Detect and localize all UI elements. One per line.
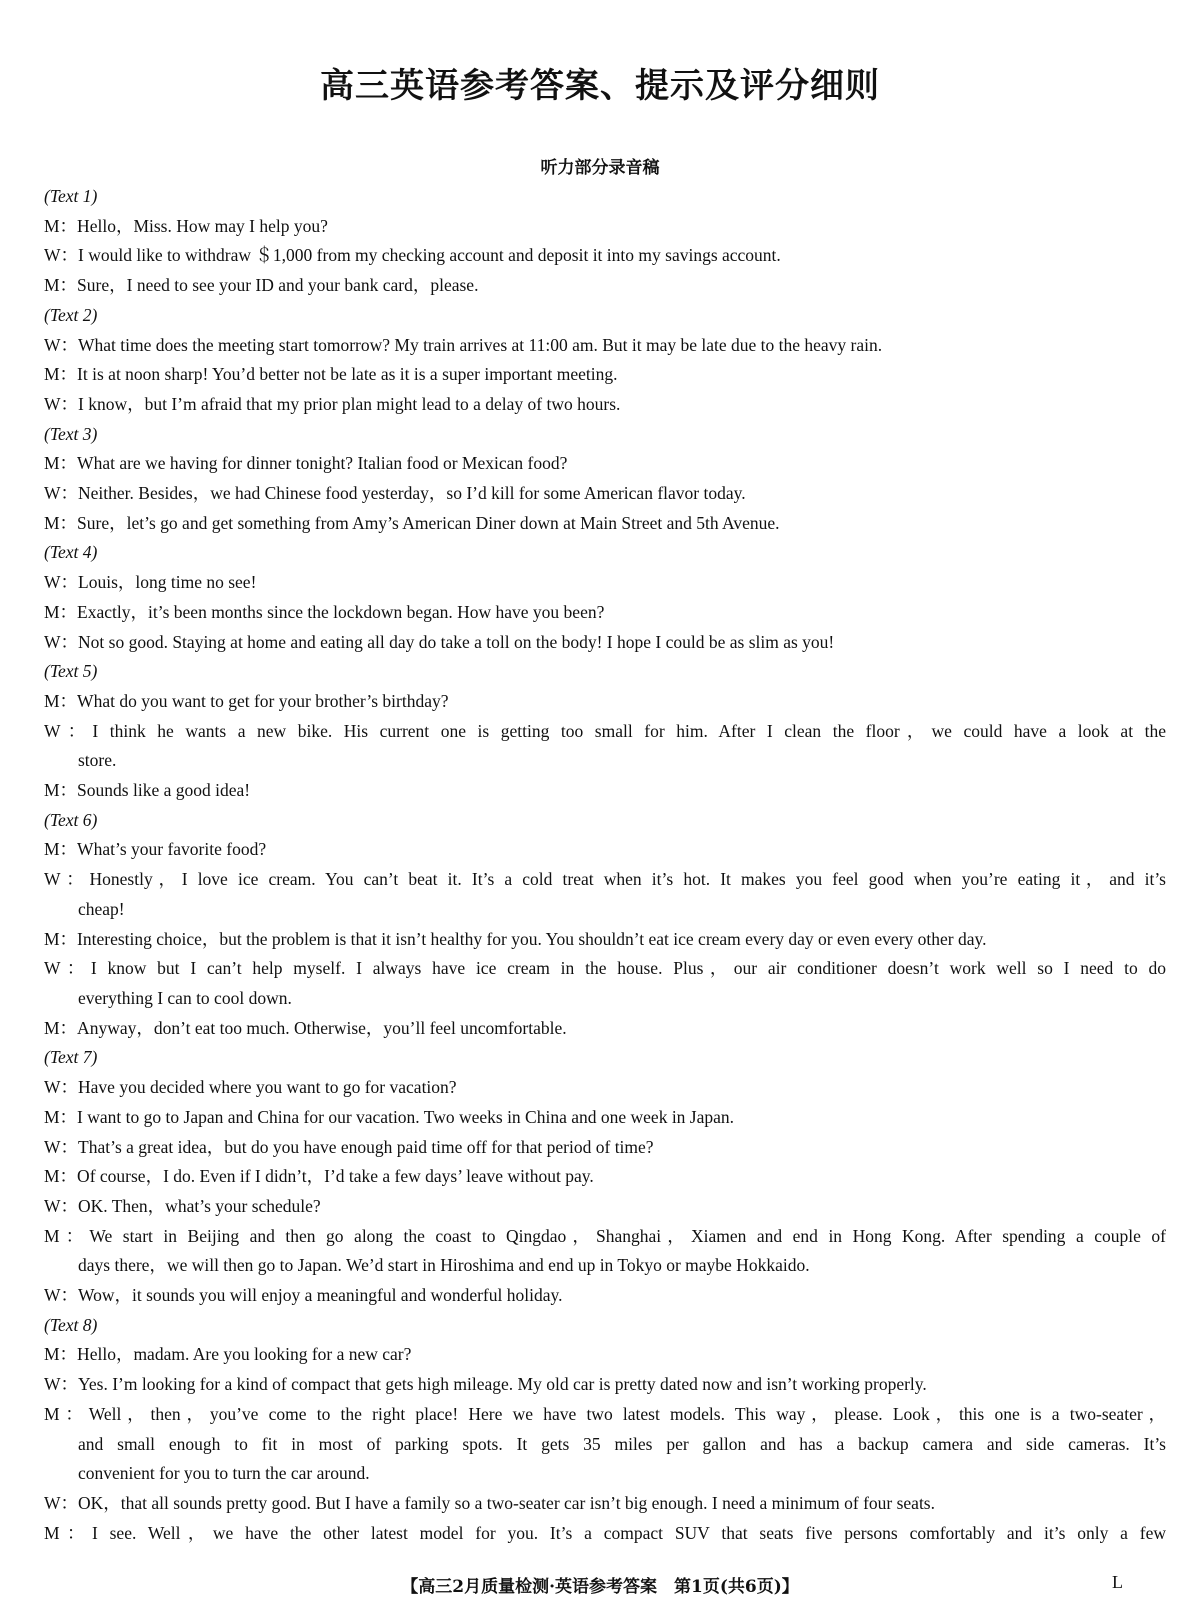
dialogue-line: M：Sure，let’s go and get something from Amy’s American Diner down at Main Street and 5th Avenue.: [44, 512, 780, 533]
dialogue-line: W：That’s a great idea，but do you have enough paid time off for that period of time?: [44, 1136, 654, 1157]
dialogue-line: W：Have you decided where you want to go for vacation?: [44, 1077, 457, 1098]
dialogue-line-continuation: days there，we will then go to Japan. We’d start in Hiroshima and end up in Tokyo or maybe Hokkaido.: [78, 1255, 810, 1276]
dialogue-line: W：Louis，long time no see!: [44, 572, 257, 593]
dialogue-line: W：What time does the meeting start tomorrow? My train arrives at 11:00 am. But it may be late due to the heavy rain.: [44, 334, 883, 355]
dialogue-line: W：I know，but I’m afraid that my prior plan might lead to a delay of two hours.: [44, 393, 621, 414]
dialogue-line: M：What do you want to get for your brother’s birthday?: [44, 690, 449, 711]
dialogue-line: M：Hello，madam. Are you looking for a new car?: [44, 1344, 412, 1365]
dialogue-line-continuation: everything I can to cool down.: [78, 987, 292, 1008]
text-label: (Text 4): [44, 542, 98, 563]
dialogue-line: M：Hello，Miss. How may I help you?: [44, 215, 328, 236]
dialogue-line-continuation: cheap!: [78, 898, 125, 919]
dialogue-line: W：OK. Then，what’s your schedule?: [44, 1195, 321, 1216]
text-label: (Text 6): [44, 809, 98, 830]
dialogue-line: W：I would like to withdraw ＄1,000 from my checking account and deposit it into my savings account.: [44, 245, 781, 266]
dialogue-line: W：OK，that all sounds pretty good. But I have a family so a two-seater car isn’t big enough. I need a minimum of four seats.: [44, 1492, 935, 1513]
dialogue-line-continuation: convenient for you to turn the car around.: [78, 1463, 370, 1484]
text-label: (Text 7): [44, 1047, 98, 1068]
dialogue-line: M：Well，then，you’ve come to the right place! Here we have two latest models. This way，please. Look，this one is a two-seater，: [44, 1403, 1166, 1424]
dialogue-line: W：Honestly，I love ice cream. You can’t beat it. It’s a cold treat when it’s hot. It makes you feel good when you’re eating it，and it’s: [44, 869, 1166, 890]
dialogue-line: M：Anyway，don’t eat too much. Otherwise，you’ll feel uncomfortable.: [44, 1017, 567, 1038]
dialogue-line: M：Of course，I do. Even if I didn’t，I’d take a few days’ leave without pay.: [44, 1166, 594, 1187]
dialogue-line: M：It is at noon sharp! You’d better not be late as it is a super important meeting.: [44, 364, 618, 385]
footer-mark: L: [1112, 1572, 1123, 1592]
page-title: 高三英语参考答案、提示及评分细则: [320, 66, 880, 106]
dialogue-line-continuation: store.: [78, 750, 117, 771]
dialogue-line: M：What are we having for dinner tonight? Italian food or Mexican food?: [44, 453, 568, 474]
dialogue-line: M：Exactly，it’s been months since the lockdown began. How have you been?: [44, 601, 605, 622]
text-label: (Text 1): [44, 186, 98, 206]
dialogue-line: W：Yes. I’m looking for a kind of compact that gets high mileage. My old car is pretty dated now and isn’t working properly.: [44, 1374, 927, 1395]
dialogue-line: W：I know but I can’t help myself. I always have ice cream in the house. Plus，our air conditioner doesn’t work well so I need to do: [44, 958, 1166, 979]
dialogue-line: M：Interesting choice，but the problem is that it isn’t healthy for you. You shouldn’t eat ice cream every day or even every other day.: [44, 928, 987, 949]
text-label: (Text 5): [44, 661, 98, 682]
dialogue-line: W：Not so good. Staying at home and eating all day do take a toll on the body! I hope I could be as slim as you!: [44, 631, 835, 652]
section-title: 听力部分录音稿: [540, 158, 660, 178]
dialogue-line: W：Wow，it sounds you will enjoy a meaningful and wonderful holiday.: [44, 1285, 563, 1306]
dialogue-line: M：What’s your favorite food?: [44, 839, 267, 860]
dialogue-line: M：We start in Beijing and then go along the coast to Qingdao，Shanghai，Xiamen and end in Hong Kong. After spending a couple of: [44, 1225, 1166, 1246]
dialogue-line-continuation: and small enough to fit in most of parking spots. It gets 35 miles per gallon and has a backup camera and side cameras. It’s: [78, 1433, 1166, 1454]
page-footer: 【高三2月质量检测·英语参考答案 第1页(共6页)】: [401, 1577, 799, 1597]
dialogue-line: W：Neither. Besides，we had Chinese food yesterday，so I’d kill for some American flavor today.: [44, 483, 746, 504]
text-label: (Text 8): [44, 1314, 98, 1335]
transcript-body: [44, 182, 1166, 1548]
dialogue-line: M：I see. Well，we have the other latest model for you. It’s a compact SUV that seats five persons comfortably and it’s only a few: [44, 1522, 1166, 1543]
dialogue-line: M：I want to go to Japan and China for our vacation. Two weeks in China and one week in Japan.: [44, 1106, 735, 1127]
text-label: (Text 3): [44, 423, 98, 444]
dialogue-line: M：Sure，I need to see your ID and your bank card，please.: [44, 275, 479, 296]
dialogue-line: W：I think he wants a new bike. His current one is getting too small for him. After I clean the floor，we could have a look at the: [44, 720, 1166, 741]
text-label: (Text 2): [44, 304, 98, 325]
dialogue-line: M：Sounds like a good idea!: [44, 780, 251, 801]
